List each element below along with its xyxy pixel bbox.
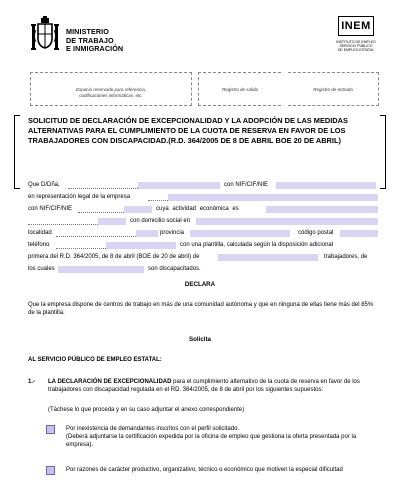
name-field[interactable] bbox=[138, 182, 220, 189]
domicilio-prefix-field[interactable] bbox=[98, 218, 126, 225]
ministry-name: MINISTERIO DE TRABAJO E INMIGRACIÓN bbox=[66, 27, 124, 54]
form-row-telefono: teléfono con una plantilla, calculada según la disposición adicional bbox=[28, 242, 334, 248]
nif-field[interactable] bbox=[276, 182, 376, 189]
form-row-actividad: con NIF/CIF/NIE cuya actividad económica es bbox=[28, 205, 380, 215]
ministry-logo bbox=[30, 16, 140, 56]
form-row-domicilio: con domicilio social en bbox=[28, 217, 380, 227]
form-row-name: Que D/Dña, con NIF/CIF/NIE bbox=[28, 181, 380, 191]
option-1-text: Por inexistencia de demandantes inscritos con el perfil solicitado. (Deberá adjuntarse la certificación expedida por la oficina de empleo que gestiona la oferta presentada por la empresa). bbox=[66, 426, 357, 448]
inem-subtitle: INSTITUTO DE EMPLEO SERVICIO PÚBLICO DE EMPLEO ESTATAL bbox=[336, 40, 376, 53]
coat-of-arms-icon bbox=[30, 16, 60, 56]
instruction-text: (Táchese lo que proceda y en su caso adjuntar el anexo correspondiente) bbox=[48, 407, 245, 413]
num-discapacitados-field[interactable] bbox=[58, 266, 144, 273]
item-number: 1.- bbox=[28, 379, 36, 385]
title-bracket-right bbox=[380, 115, 386, 189]
num-trabajadores-field[interactable] bbox=[218, 254, 318, 261]
declara-heading: DECLARA bbox=[184, 281, 216, 288]
declara-text: Que la empresa dispone de centros de trabajo en más de una comunidad autónoma y que en ninguna de ellas tiene más del 85% de la plantilla. bbox=[28, 302, 374, 316]
provincia-field[interactable] bbox=[190, 230, 290, 237]
title-bracket-left bbox=[14, 115, 20, 189]
localidad-field[interactable] bbox=[136, 230, 158, 237]
reserved-space-box: Espacio reservado para referencia, codificaciones informáticas, etc. bbox=[30, 72, 192, 106]
registro-salida-box: Registro de salida bbox=[198, 72, 281, 106]
option-checkbox-1[interactable] bbox=[46, 425, 55, 434]
actividad-field[interactable] bbox=[266, 206, 378, 213]
inem-logo-text: INEM bbox=[338, 16, 374, 36]
solicita-heading: Solicita bbox=[188, 336, 211, 343]
empresa-field[interactable] bbox=[168, 194, 378, 201]
form-row-empresa: en representación legal de la empresa bbox=[28, 193, 380, 203]
registro-entrada-box: Registro de entrada bbox=[288, 72, 379, 106]
option-checkbox-2[interactable] bbox=[46, 466, 55, 475]
nif-empresa-field[interactable] bbox=[124, 206, 152, 213]
form-row-primera: primera del R.D. 364/2005, de 8 de abril (BOE de 20 de abril) de trabajadores, de bbox=[28, 254, 368, 260]
codigo-postal-field[interactable] bbox=[340, 230, 378, 237]
option-2-text: Por razones de carácter productivo, organizativo, técnico o económico que motiven la especial dificultad bbox=[66, 467, 343, 473]
form-row-discapacitados: los cuales son discapacitados. bbox=[28, 266, 201, 272]
solicita-addressee: AL SERVICIO PÚBLICO DE EMPLEO ESTATAL: bbox=[28, 357, 162, 363]
item-1-text: LA DECLARACIÓN DE EXCEPCIONALIDAD para el cumplimiento alternativo de la cuota de reserva en favor de los trabajadores con discapacidad regulada en el RD. 364/2005, de 8 de abril por los siguientes supuestos: bbox=[48, 379, 360, 393]
telefono-field[interactable] bbox=[106, 242, 176, 249]
form-row-localidad: localidad provincia código postal bbox=[28, 229, 380, 239]
inem-logo bbox=[338, 16, 376, 58]
domicilio-field[interactable] bbox=[196, 218, 378, 225]
form-title: SOLICITUD DE DECLARACIÓN DE EXCEPCIONALIDAD Y LA ADOPCIÓN DE LAS MEDIDAS ALTERNATIVAS PARA EL CUMPLIMIENTO DE LA CUOTA DE RESERVA EN FAVOR DE LOS TRABAJADORES CON DISCAPACIDAD.(R.D. 364/2005 DE 8 DE ABRIL BOE 20 DE ABRIL) bbox=[28, 116, 348, 145]
